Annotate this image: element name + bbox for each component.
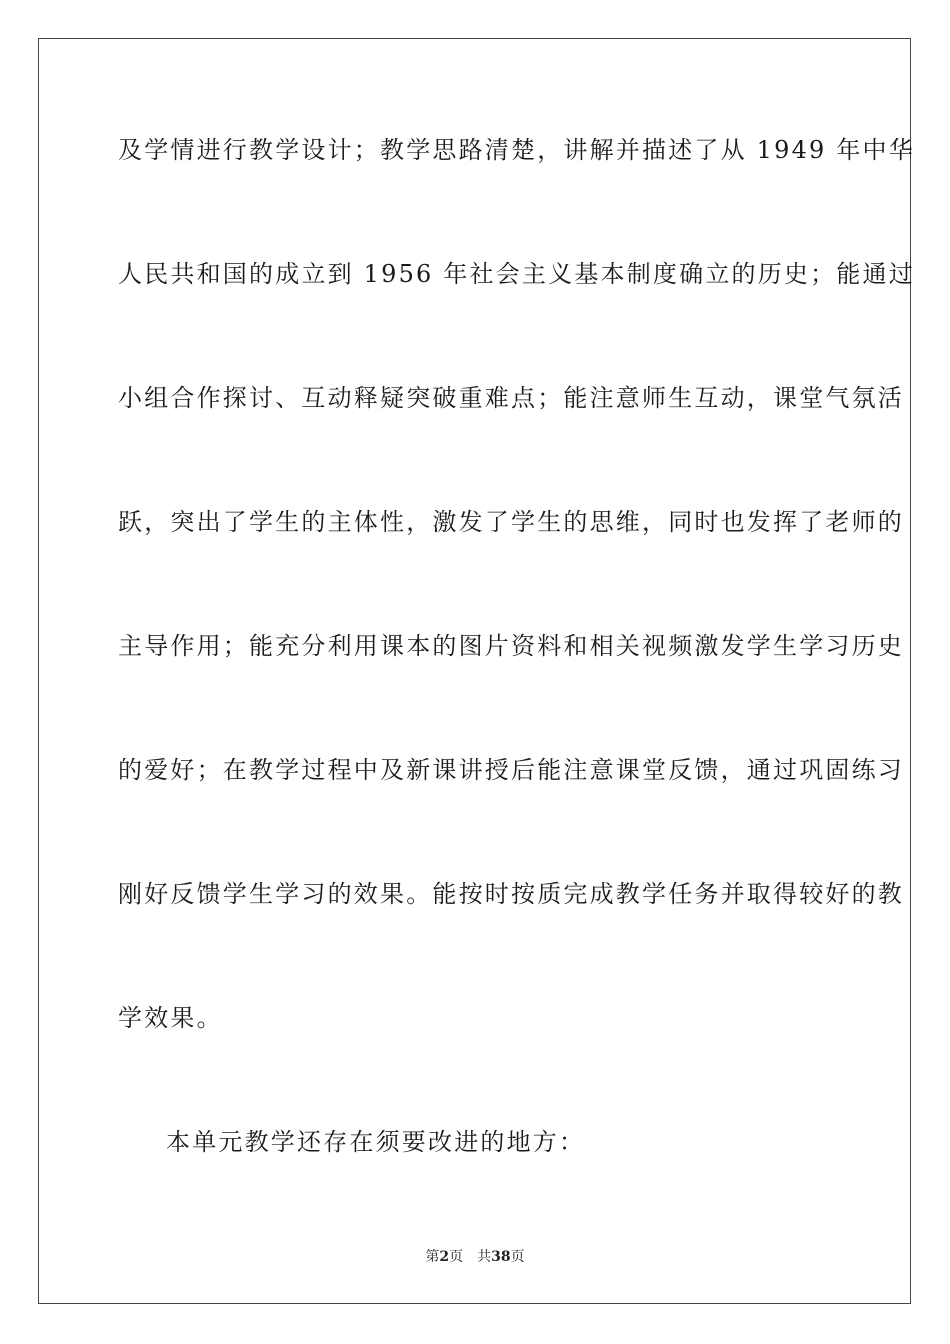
total-prefix: 共 — [477, 1249, 492, 1265]
total-suffix: 页 — [510, 1249, 525, 1265]
text-line: 及学情进行教学设计；教学思路清楚，讲解并描述了从 1949 年中华 — [118, 136, 915, 164]
text-line: 人民共和国的成立到 1956 年社会主义基本制度确立的历史；能通过 — [118, 260, 915, 288]
text-line: 跃，突出了学生的主体性，激发了学生的思维，同时也发挥了老师的 — [118, 508, 904, 536]
page-border — [38, 38, 915, 1304]
text-line: 学效果。 — [118, 1004, 223, 1032]
text-line: 主导作用；能充分利用课本的图片资料和相关视频激发学生学习历史 — [118, 632, 904, 660]
page-suffix: 页 — [449, 1249, 464, 1265]
text-line: 小组合作探讨、互动释疑突破重难点；能注意师生互动，课堂气氛活 — [118, 384, 904, 412]
page-footer — [0, 1248, 950, 1266]
text-line: 的爱好；在教学过程中及新课讲授后能注意课堂反馈，通过巩固练习 — [118, 756, 904, 784]
page-prefix: 第 — [425, 1249, 440, 1265]
total-pages: 38 — [491, 1249, 511, 1265]
text-line: 刚好反馈学生学习的效果。能按时按质完成教学任务并取得较好的教 — [118, 880, 904, 908]
page-number: 2 — [439, 1249, 450, 1265]
paragraph-start-line: 本单元教学还存在须要改进的地方： — [166, 1128, 586, 1156]
